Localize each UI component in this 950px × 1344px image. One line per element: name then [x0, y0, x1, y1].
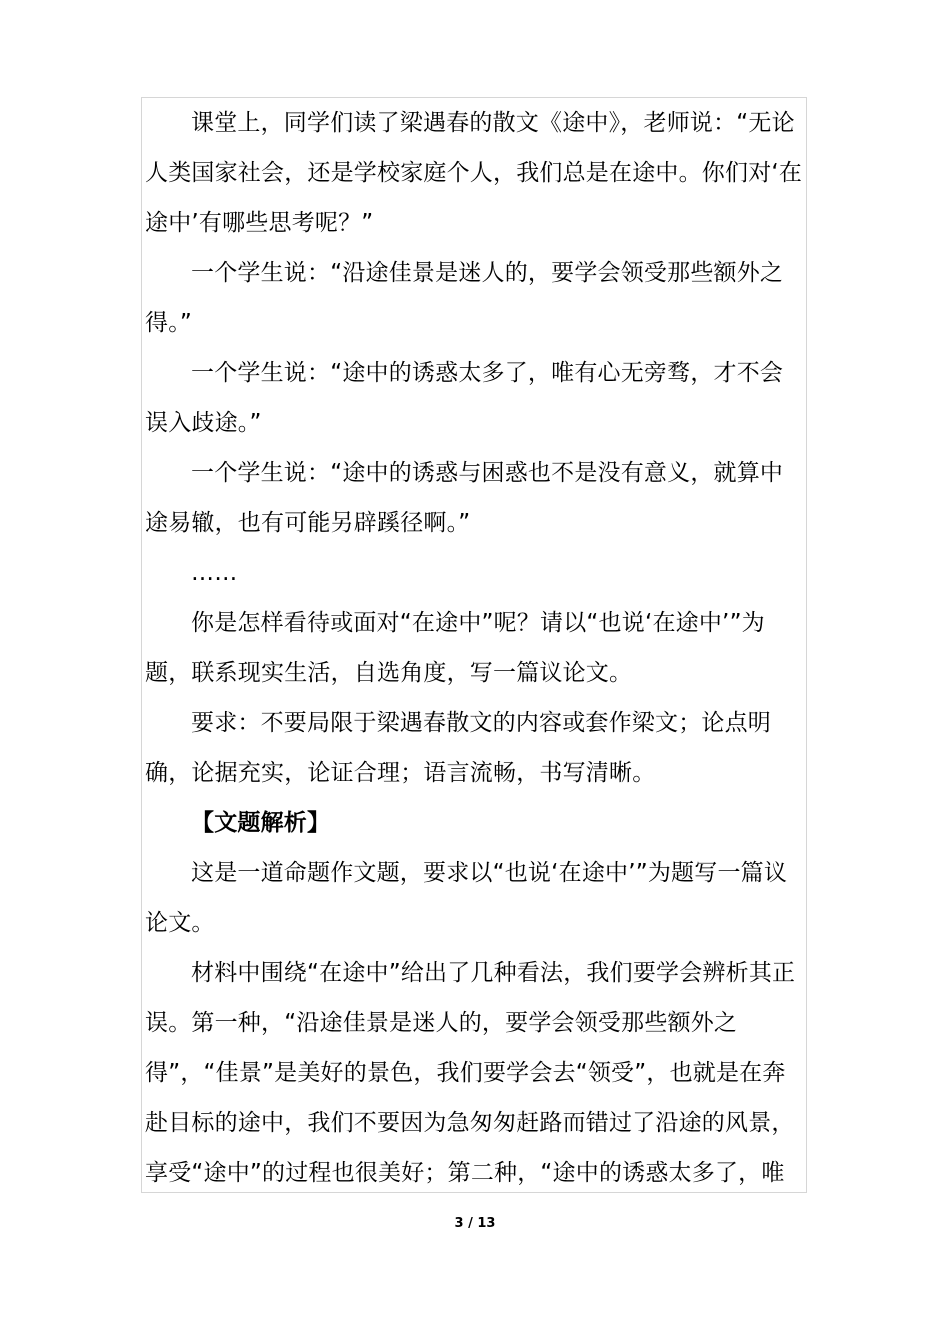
paragraph-analysis-2: 材料中围绕“在途中”给出了几种看法，我们要学会辨析其正误。第一种，“沿途佳景是迷人的，要学会领受那些额外之得”，“佳景”是美好的景色，我们要学会去“领受”，也就是在奔赴目标的途中，我们不要因为急匆匆赶路而错过了沿途的风景，享受“途中”的过程也很美好；第二种，“途中的诱惑太多了，唯 [145, 960, 796, 1186]
page-number: 3 / 13 [454, 1216, 496, 1231]
paragraph-student-view-1: 一个学生说：“沿途佳景是迷人的，要学会领受那些额外之得。” [145, 260, 784, 336]
paragraph-ellipsis: …… [191, 560, 238, 586]
paragraph-requirements: 要求：不要局限于梁遇春散文的内容或套作梁文；论点明确，论据充实，论证合理；语言流畅，书写清晰。 [145, 710, 771, 786]
paragraph-analysis-1: 这是一道命题作文题，要求以“也说‘在途中’”为题写一篇议论文。 [145, 860, 788, 936]
paragraph-task: 你是怎样看待或面对“在途中”呢？请以“也说‘在途中’”为题，联系现实生活，自选角度，写一篇议论文。 [145, 610, 765, 686]
document-body [145, 98, 805, 1193]
paragraph-student-view-3: 一个学生说：“途中的诱惑与困惑也不是没有意义，就算中途易辙，也有可能另辟蹊径啊。” [145, 460, 784, 536]
section-heading-analysis: 【文题解析】 [191, 810, 331, 836]
paragraph-student-view-2: 一个学生说：“途中的诱惑太多了，唯有心无旁骛，才不会误入歧途。” [145, 360, 784, 436]
page-content-frame [141, 97, 807, 1193]
paragraph-prompt-intro: 课堂上，同学们读了梁遇春的散文《途中》，老师说：“无论人类国家社会，还是学校家庭个人，我们总是在途中。你们对‘在途中’有哪些思考呢？” [145, 110, 803, 236]
